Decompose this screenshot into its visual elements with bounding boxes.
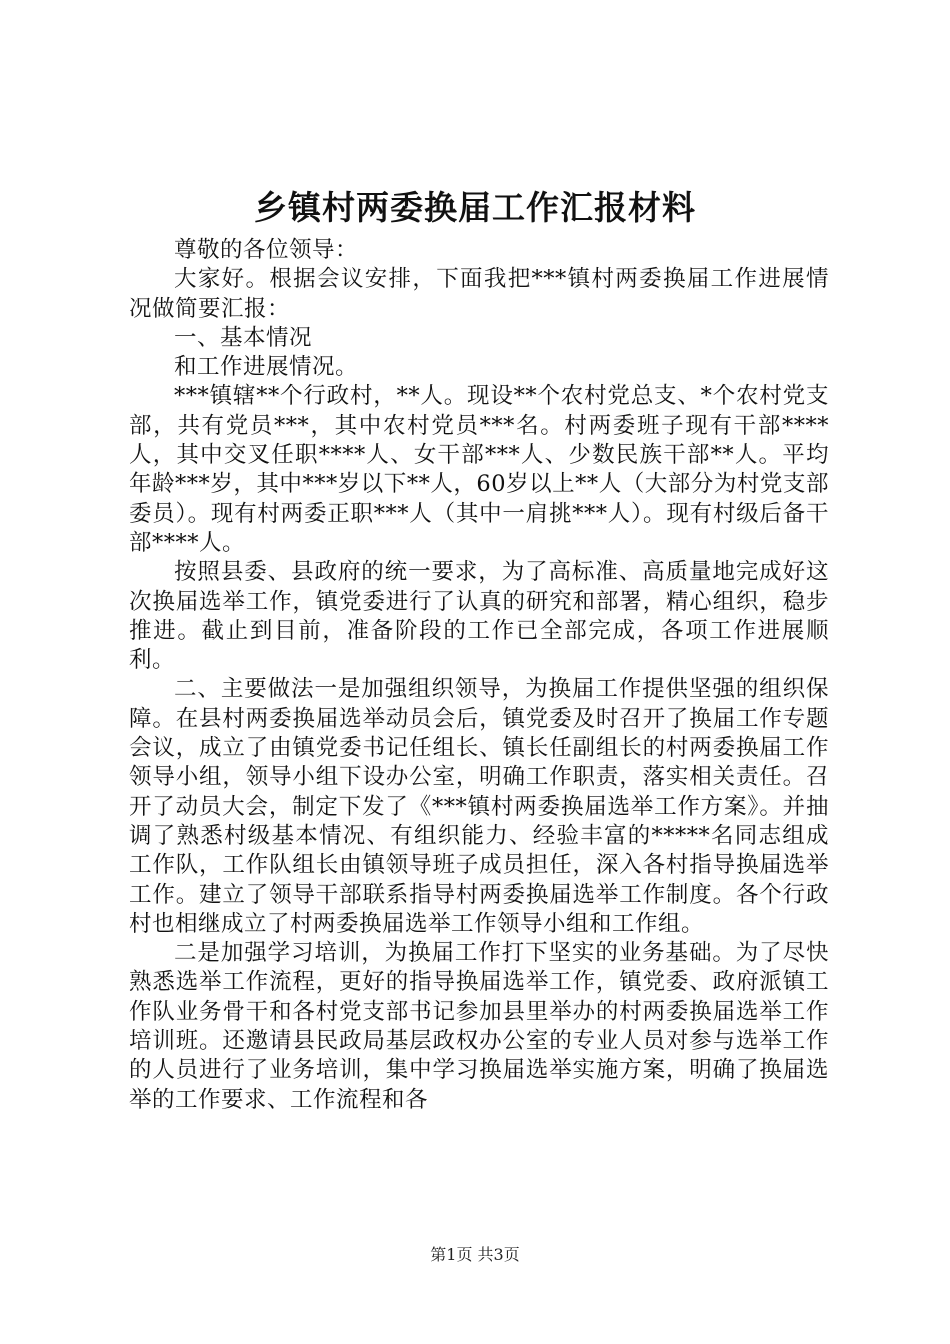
paragraph-greeting: 大家好。根据会议安排，下面我把***镇村两委换届工作进展情况做简要汇报： xyxy=(129,266,829,322)
paragraph-main-practices: 二、主要做法一是加强组织领导，为换届工作提供坚强的组织保障。在县村两委换届选举动员会后，镇党委及时召开了换届工作专题会议，成立了由镇党委书记任组长、镇长任副组长的村两委换届工作领导小组，领导小组下设办公室，明确工作职责，落实相关责任。召开了动员大会，制定下发了《***镇村两委换届选举工作方案》。并抽调了熟悉村级基本情况、有组织能力、经验丰富的*****名同志组成工作队，工作队组长由镇领导班子成员担任，深入各村指导换届选举工作。建立了领导干部联系指导村两委换届选举工作制度。各个行政村也相继成立了村两委换届选举工作领导小组和工作组。 xyxy=(129,676,829,937)
paragraph-progress-heading: 和工作进展情况。 xyxy=(174,354,359,381)
page-footer: 第1页 共3页 xyxy=(430,1245,520,1264)
document-title: 乡镇村两委换届工作汇报材料 xyxy=(254,188,696,227)
paragraph-training: 二是加强学习培训，为换届工作打下坚实的业务基础。为了尽快熟悉选举工作流程，更好的指导换届选举工作，镇党委、政府派镇工作队业务骨干和各村党支部书记参加县里举办的村两委换届选举工作培训班。还邀请县民政局基层政权办公室的专业人员对参与选举工作的人员进行了业务培训，集中学习换届选举实施方案，明确了换届选举的工作要求、工作流程和各 xyxy=(129,940,829,1113)
paragraph-salutation: 尊敬的各位领导： xyxy=(174,237,359,263)
paragraph-basic-stats: ***镇辖**个行政村，**人。现设**个农村党总支、*个农村党支部，共有党员***，其中农村党员***名。村两委班子现有干部****人，其中交叉任职****人、女干部***人、少数民族干部**人。平均年龄***岁，其中***岁以下**人，60岁以上**人（大部分为村党支部委员）。现有村两委正职***人（其中一肩挑***人）。现有村级后备干部****人。 xyxy=(129,383,829,556)
paragraph-requirements: 按照县委、县政府的统一要求，为了高标准、高质量地完成好这次换届选举工作，镇党委进行了认真的研究和部署，精心组织，稳步推进。截止到目前，准备阶段的工作已全部完成，各项工作进展顺利。 xyxy=(129,559,829,674)
section-heading-basic-situation: 一、基本情况 xyxy=(174,324,313,351)
document-body xyxy=(129,236,829,1115)
